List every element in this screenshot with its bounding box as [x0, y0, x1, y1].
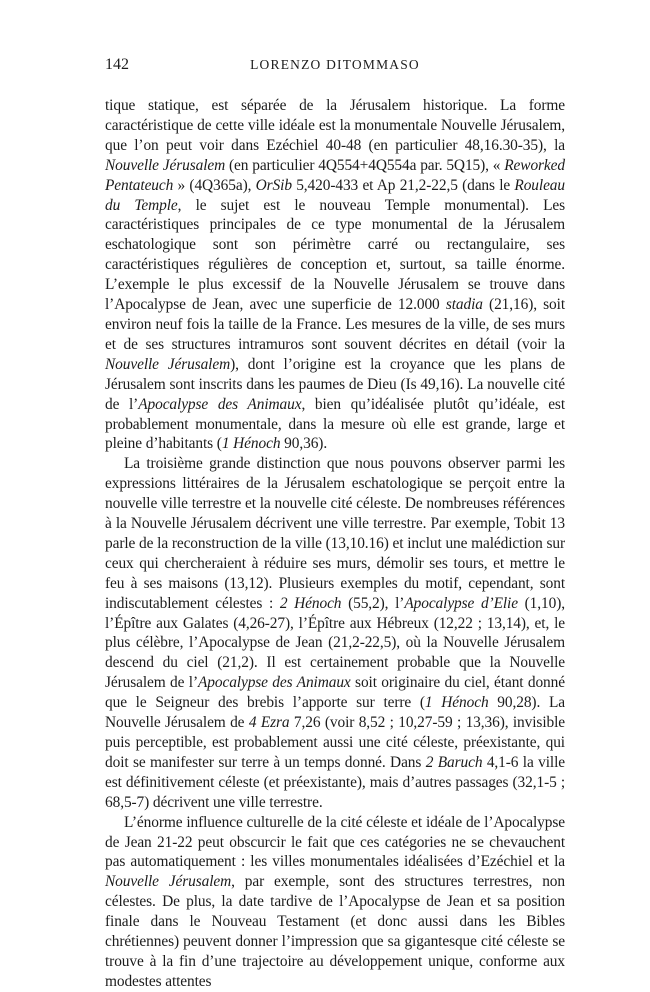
italic-title: 1 Hénoch: [221, 435, 281, 453]
italic-title: 2 Hénoch: [279, 594, 342, 612]
italic-title: Nouvelle Jérusalem: [105, 156, 226, 174]
text-run: , par exemple, sont des structures terrestres, non célestes. De plus, la date tardive de l’Apocalypse de Jean et sa position finale dans le Nouveau Testament (et donc aussi dans les Bibles chrétiennes) peuvent donner l’impression que sa gigantesque cité céleste se trouve à la fin d’une trajectoire au développement unique, conforme aux modestes attentes: [105, 873, 565, 990]
text-run: La troisième grande distinction que nous pouvons observer parmi les expressions littéraires de la Jérusalem eschatologique se perçoit entre la nouvelle ville terrestre et la nouvelle cité céleste. De nombreuses références à la Nouvelle Jérusalem décrivent une ville terrestre. Par exemple, Tobit 13 parle de la reconstruction de la ville (13,10.16) et inclut une malédiction sur ceux qui chercheraient à réduire ses murs, démolir ses tours, et mettre le feu à ses maisons (13,12). Plusieurs exemples du motif, cependant, sont indiscutablement célestes :: [105, 455, 565, 612]
text-run: » (4Q365a),: [173, 176, 256, 194]
text-run: (en particulier 4Q554+4Q554a par. 5Q15), «: [225, 156, 505, 174]
text-run: , bien qu’idéalisée plutôt qu’idéale, est probablement monumentale, dans la mesure où elle est grande, large et pleine d’habitants (: [105, 395, 565, 453]
italic-title: OrSib: [255, 176, 292, 194]
paragraph: [105, 96, 565, 454]
italic-title: Rouleau du Temple: [105, 176, 565, 214]
page-number: 142: [105, 56, 129, 73]
book-page: [105, 56, 565, 992]
running-head-author: LORENZO DITOMMASO: [250, 57, 420, 72]
italic-title: Nouvelle Jérusalem: [105, 355, 231, 373]
italic-title: Apocalypse des Animaux: [197, 674, 351, 692]
italic-title: Apocalypse des Animaux: [138, 395, 302, 413]
text-run: 90,36).: [280, 435, 328, 453]
paragraph: [105, 454, 565, 812]
italic-title: 2 Baruch: [425, 753, 483, 771]
text-run: 90,28). La Nouvelle Jérusalem de: [105, 694, 565, 732]
italic-title: Nouvelle Jérusalem: [105, 873, 232, 891]
text-run: (55,2), l’: [341, 594, 405, 612]
text-run: L’énorme influence culturelle de la cité céleste et idéale de l’Apocalypse de Jean 21-22 peut obscurcir le fait que ces catégories ne se chevauchent pas automatiquement : les villes monumentales idéalisées d’Ezéchiel et la: [105, 813, 565, 871]
text-run: 7,26 (voir 8,52 ; 10,27-59 ; 13,36), invisible puis perceptible, est probablement aussi une cité céleste, préexistante, qui doit se manifester sur terre à un temps donné. Dans: [105, 714, 565, 771]
text-run: tique statique, est séparée de la Jérusalem historique. La forme caractéristique de cette ville idéale est la monumentale Nouvelle Jérusalem, que l’on peut voir dans Ezéchiel 40-48 (en particulier 48,16.30-35), la: [105, 97, 565, 154]
italic-title: 4 Ezra: [248, 714, 290, 732]
italic-title: stadia: [445, 296, 483, 314]
text-run: (1,10), l’Épître aux Galates (4,26-27), l’Épître aux Hébreux (12,22 ; 13,14), et, le plus célèbre, l’Apocalypse de Jean (21,2-22,5), où la Nouvelle Jérusalem descend du ciel (21,2). Il est certainement probable que la Nouvelle Jérusalem de l’: [105, 594, 565, 692]
text-run: ), dont l’origine est la croyance que les plans de Jérusalem sont inscrits dans les paumes de Dieu (Is 49,16). La nouvelle cité de l’: [105, 355, 565, 413]
text-run: 4,1-6 la ville est définitivement céleste (et préexistante), mais d’autres passages (32,1-5 ; 68,5-7) décrivent une ville terrestre.: [105, 753, 565, 811]
text-run: (21,16), soit environ neuf fois la taille de la France. Les mesures de la ville, de ses murs et de ses structures intramuros sont souvent décrites en détail (voir la: [105, 296, 565, 353]
italic-title: 1 Hénoch: [424, 694, 489, 712]
italic-title: Reworked Pentateuch: [105, 156, 565, 194]
italic-title: Apocalypse d’Elie: [404, 594, 518, 612]
text-run: 5,420-433 et Ap 21,2-22,5 (dans le: [291, 176, 515, 194]
paragraph: [105, 813, 565, 992]
page-header: [105, 56, 565, 80]
text-run: , le sujet est le nouveau Temple monumental). Les caractéristiques principales de ce type monumental de la Jérusalem eschatologique sont son périmètre carré ou rectangulaire, ses caractéristiques régulières de conception et, surtout, sa taille énorme. L’exemple le plus excessif de la Nouvelle Jérusalem se trouve dans l’Apocalypse de Jean, avec une superficie de 12.000: [105, 196, 565, 314]
body-text: [105, 96, 565, 992]
text-run: soit originaire du ciel, étant donné que le Seigneur des brebis l’apporte sur terre (: [105, 674, 565, 712]
